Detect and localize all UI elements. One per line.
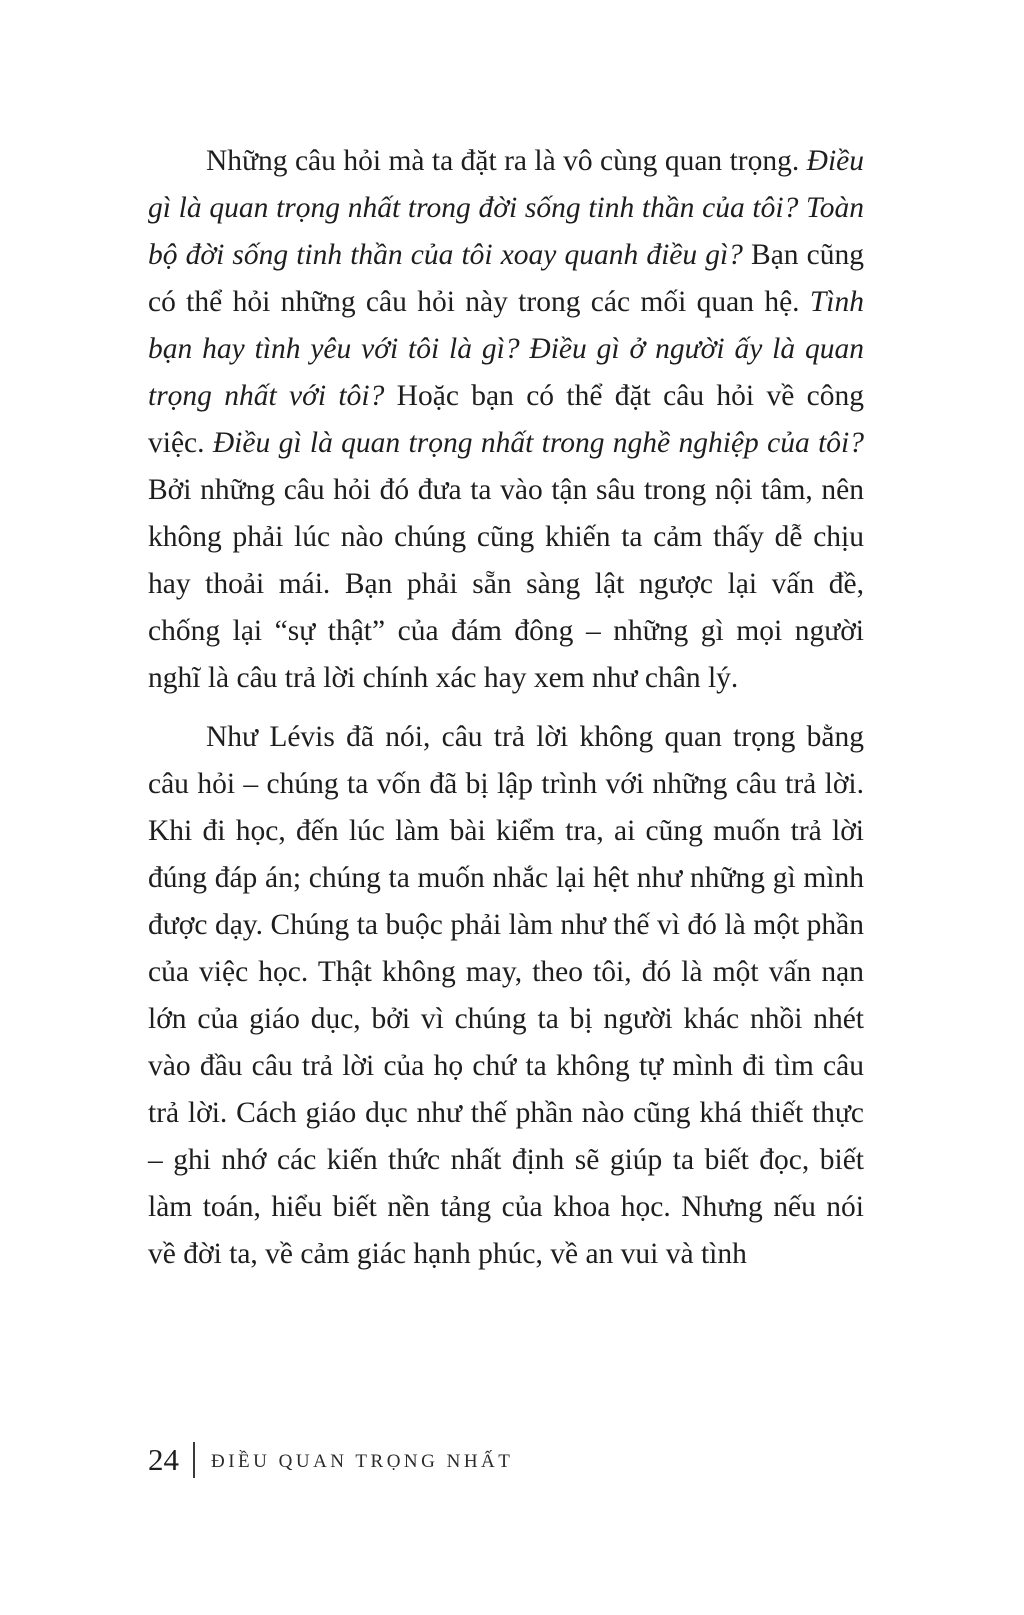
italic-text-segment: Điều gì là quan trọng nhất trong đời sống tinh thần của tôi? Toàn bộ đời sống tinh thần của tôi xoay quanh điều gì?	[148, 145, 864, 271]
paragraph	[148, 138, 864, 702]
italic-text-segment: Điều gì là quan trọng nhất trong nghề nghiệp của tôi?	[212, 427, 864, 459]
body-text-segment: Như Lévis đã nói, câu trả lời không quan trọng bằng câu hỏi – chúng ta vốn đã bị lập trình với những câu trả lời. Khi đi học, đến lúc làm bài kiểm tra, ai cũng muốn trả lời đúng đáp án; chúng ta muốn nhắc lại hệt như những gì mình được dạy. Chúng ta buộc phải làm như thế vì đó là một phần của việc học. Thật không may, theo tôi, đó là một vấn nạn lớn của giáo dục, bởi vì chúng ta bị người khác nhồi nhét vào đầu câu trả lời của họ chứ ta không tự mình đi tìm câu trả lời. Cách giáo dục như thế phần nào cũng khá thiết thực – ghi nhớ các kiến thức nhất định sẽ giúp ta biết đọc, biết làm toán, hiểu biết nền tảng của khoa học. Nhưng nếu nói về đời ta, về cảm giác hạnh phúc, về an vui và tình	[148, 721, 864, 1270]
running-title: ĐIỀU QUAN TRỌNG NHẤT	[211, 1451, 514, 1472]
paragraph	[148, 714, 864, 1278]
body-text-segment: Những câu hỏi mà ta đặt ra là vô cùng quan trọng.	[206, 145, 807, 177]
page-footer	[148, 1442, 513, 1478]
page-number: 24	[148, 1442, 179, 1477]
text-block	[148, 138, 864, 1278]
body-text-segment: Bạn cũng có thể hỏi những câu hỏi này trong các mối quan hệ.	[148, 239, 864, 318]
body-text-segment: Bởi những câu hỏi đó đưa ta vào tận sâu trong nội tâm, nên không phải lúc nào chúng cũng khiến ta cảm thấy dễ chịu hay thoải mái. Bạn phải sẵn sàng lật ngược lại vấn đề, chống lại “sự thật” của đám đông – những gì mọi người nghĩ là câu trả lời chính xác hay xem như chân lý.	[148, 474, 864, 694]
footer-divider	[193, 1442, 195, 1478]
body-text-segment: Hoặc bạn có thể đặt câu hỏi về công việc.	[148, 380, 864, 459]
italic-text-segment: Tình bạn hay tình yêu với tôi là gì? Điều gì ở người ấy là quan trọng nhất với tôi?	[148, 286, 864, 412]
